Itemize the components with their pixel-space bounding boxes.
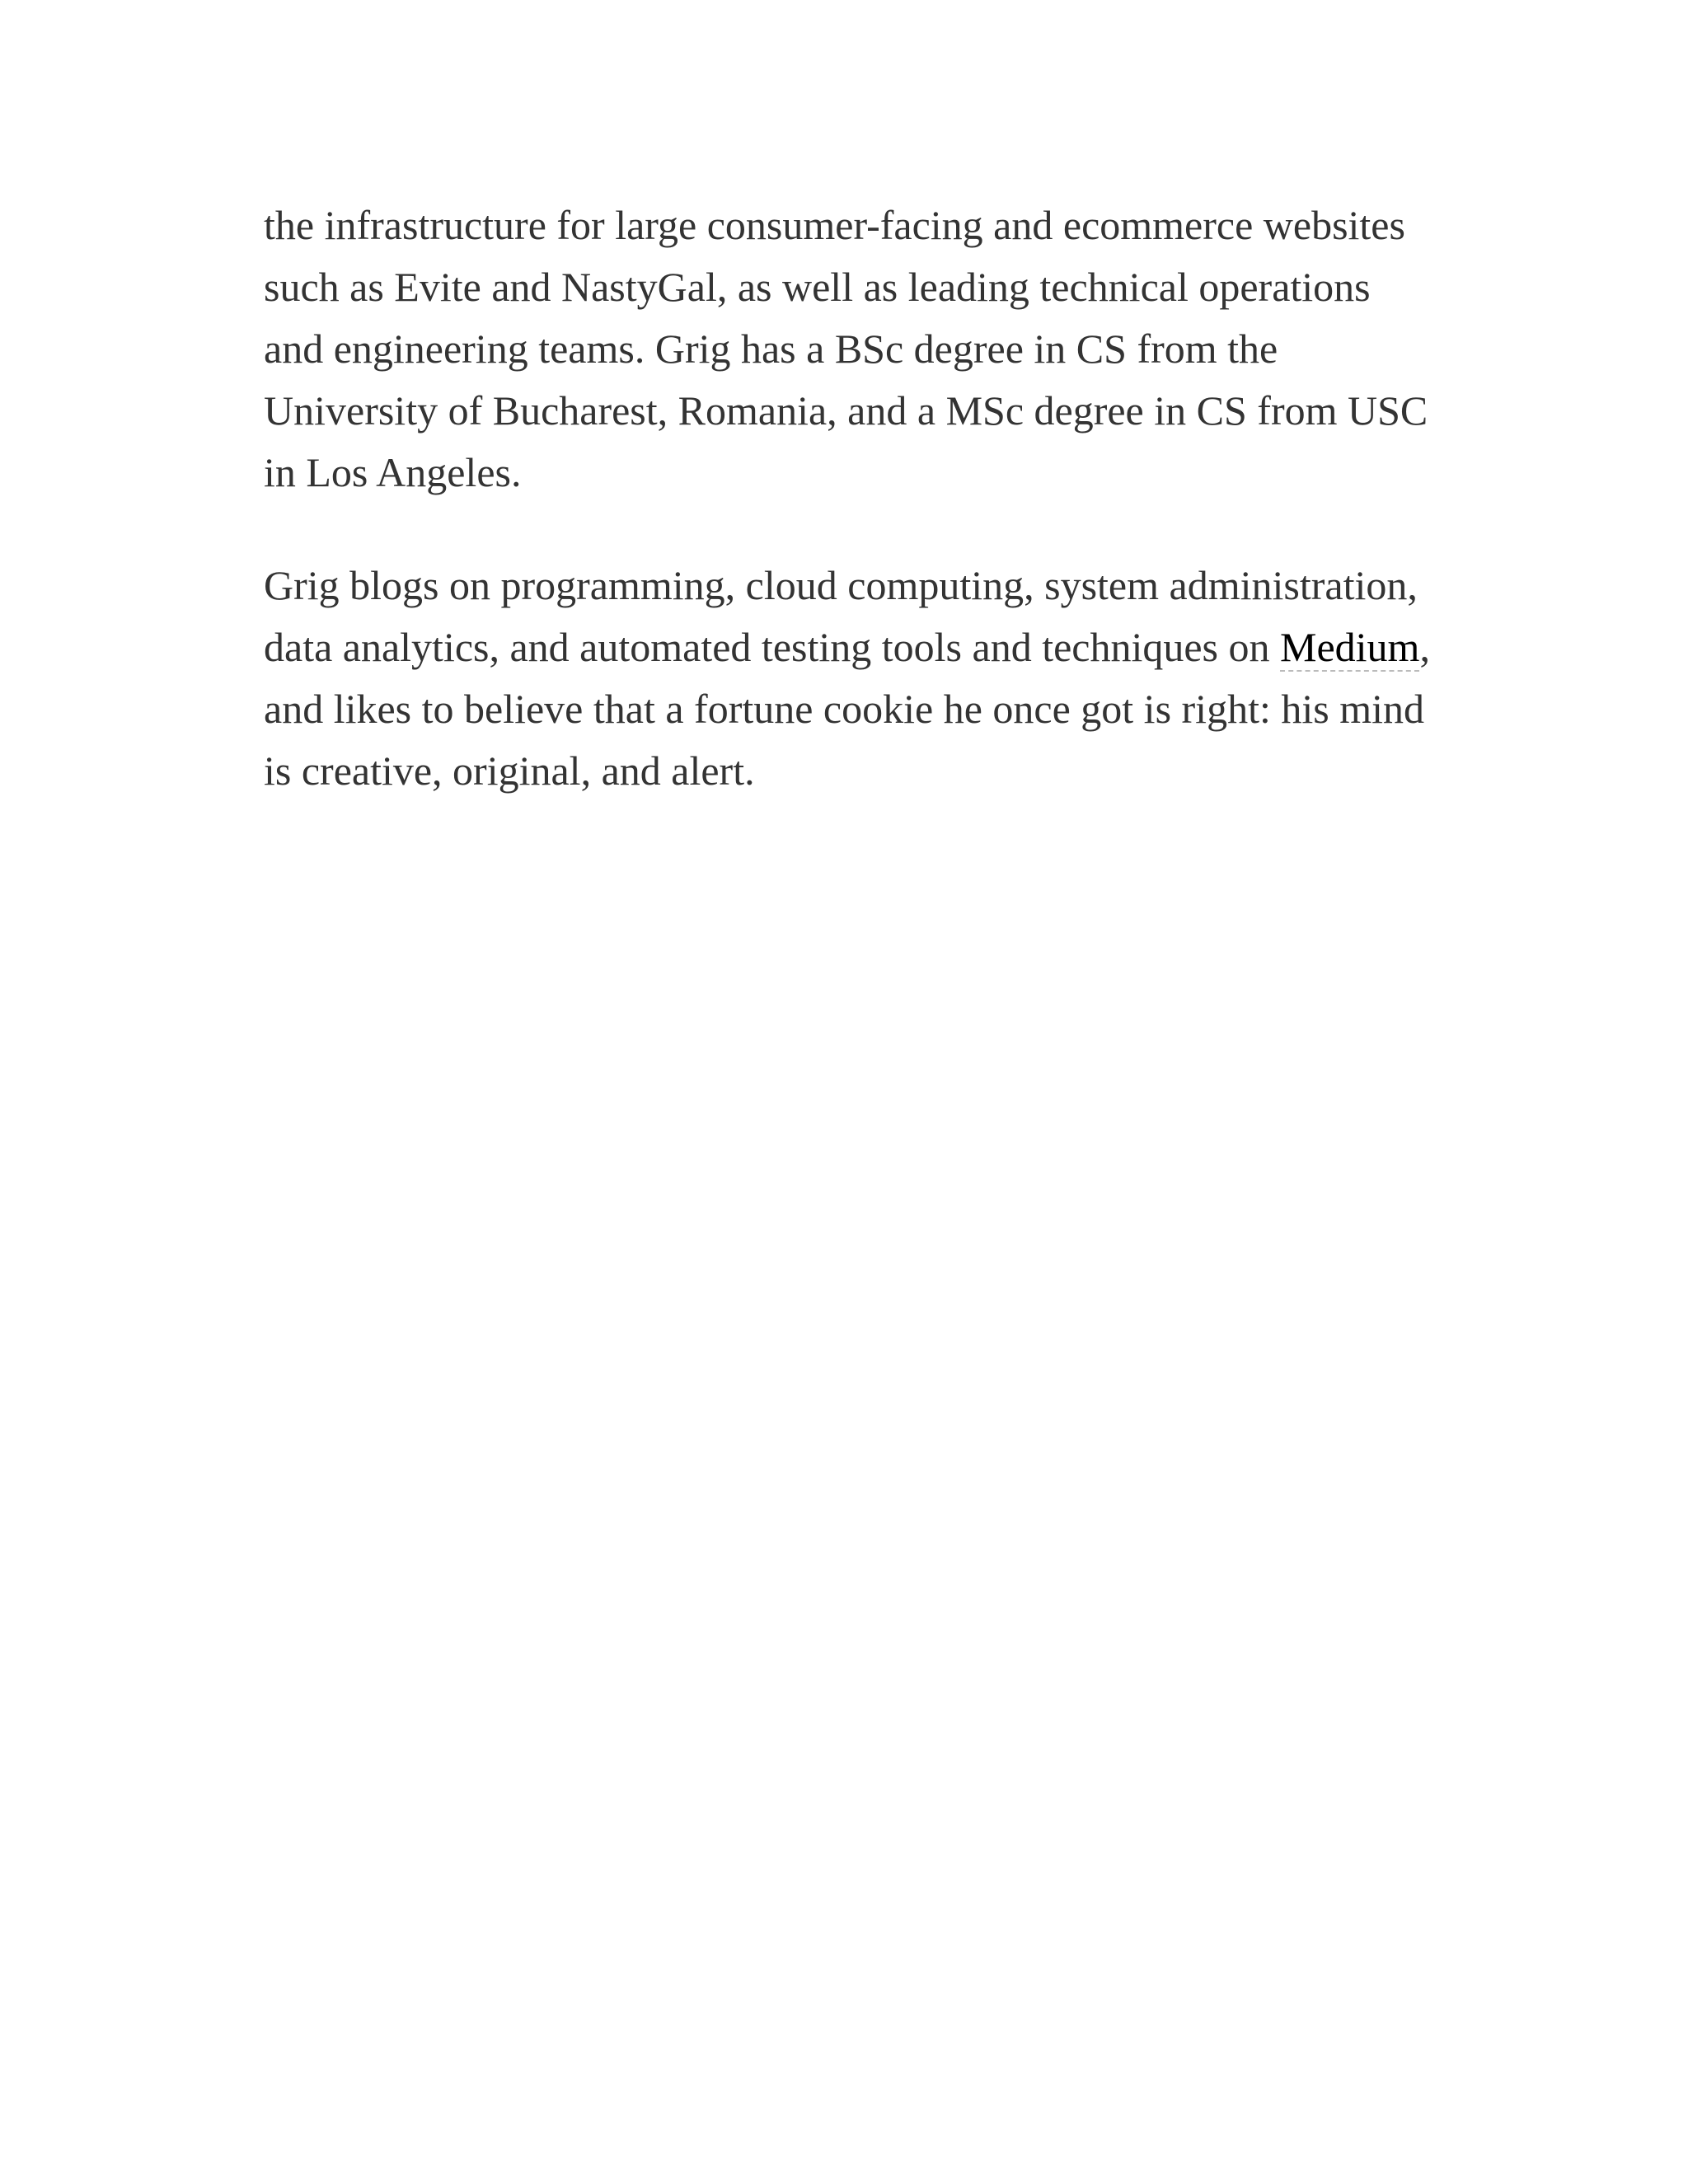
bio-paragraph-blogging — [264, 555, 1434, 802]
medium-link[interactable]: Medium — [1280, 624, 1420, 670]
bio-paragraph-blogging-text-start: Grig blogs on programming, cloud computing, system administration, data analytics, and automated testing tools and techniques on — [264, 562, 1418, 670]
bio-paragraph-background — [264, 194, 1434, 504]
bio-paragraph-background-text: the infrastructure for large consumer-facing and ecommerce websites such as Evite and NastyGal, as well as leading technical operations and engineering teams. Grig has a BSc degree in CS from the University of Bucharest, Romania, and a MSc degree in CS from USC in Los Angeles. — [264, 202, 1428, 495]
author-bio — [264, 194, 1434, 853]
bio-paragraph-blogging-text-end: , and likes to believe that a fortune cookie he once got is right: his mind is creative, original, and alert. — [264, 624, 1430, 794]
